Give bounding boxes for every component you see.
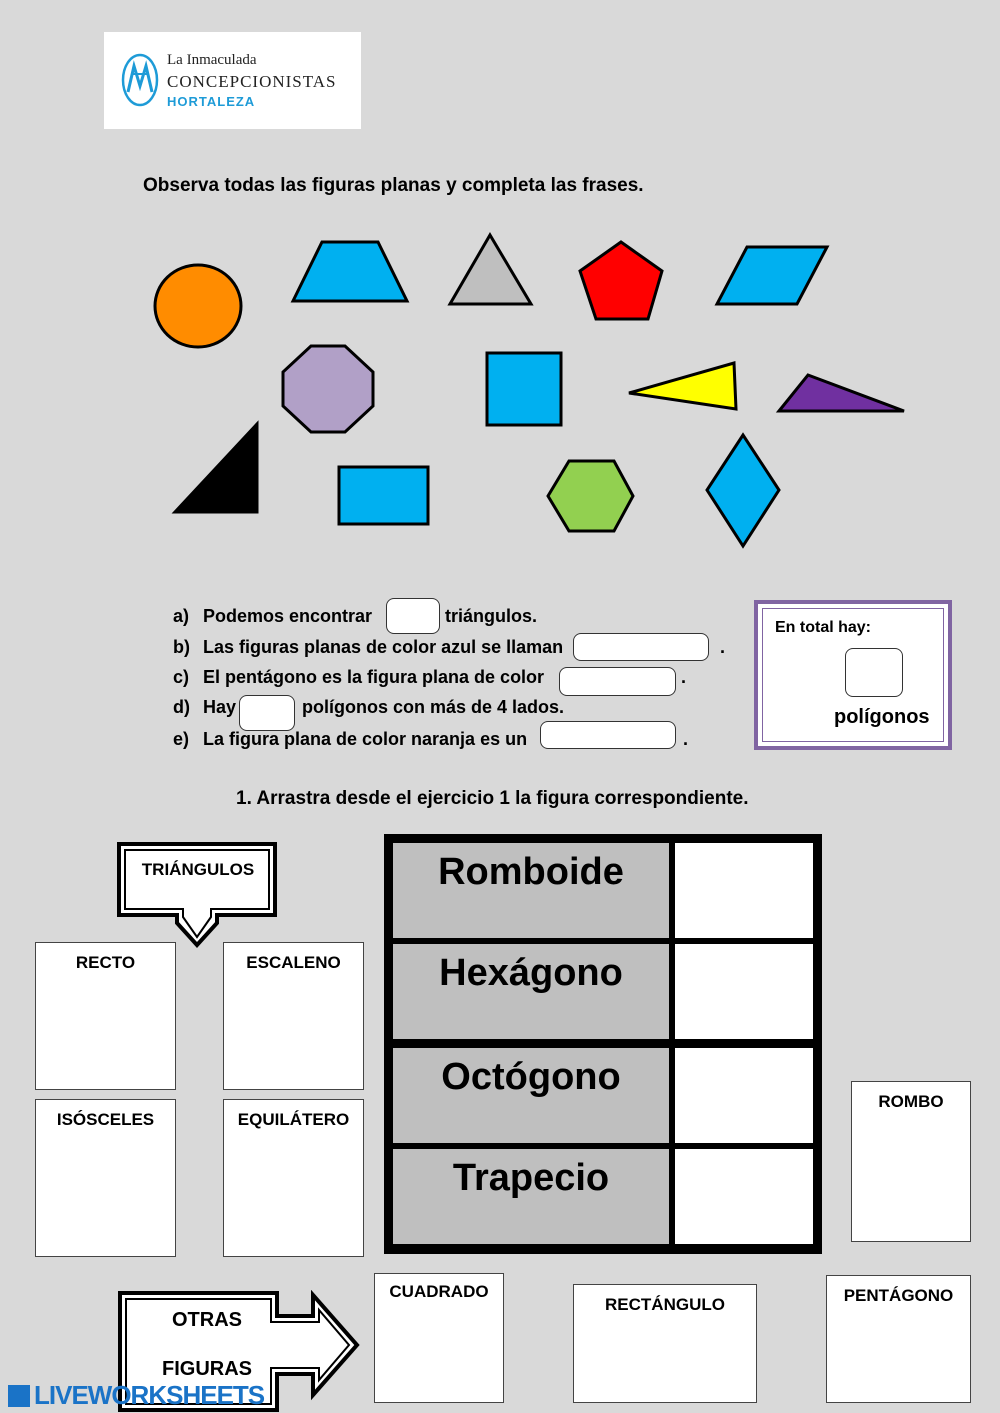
question-d-post: polígonos con más de 4 lados. [302,697,565,717]
figures-table [384,834,822,1254]
table-row-label: Hexágono [392,943,670,1040]
triangles-label: TRIÁNGULOS [141,860,255,879]
question-b-letter: b) [173,637,190,657]
question-a-pre: Podemos encontrar [203,606,373,626]
question-d-letter: d) [173,697,190,717]
table-row [392,943,814,1040]
question-b [173,637,563,658]
triangles-arrow-icon [117,842,279,948]
logo-line-3: HORTALEZA [167,94,256,109]
question-d [173,697,236,718]
question-c-post: . [681,667,687,687]
red-pentagon[interactable] [580,242,662,319]
other-figures-label-1: OTRAS [172,1309,242,1331]
blue-trapezoid[interactable] [293,242,407,301]
blue-rectangle[interactable] [339,467,428,524]
dropbox-recto-label: RECTO [75,953,136,972]
question-b-post: . [720,637,726,657]
table-row-label: Romboide [392,842,670,939]
shapes-area [0,0,1000,600]
orange-circle[interactable] [155,265,241,347]
instruction-text: Observa todas las figuras planas y completa las frases. [143,175,644,196]
table-row-label: Trapecio [392,1148,670,1245]
dropbox-cuadrado[interactable] [374,1273,504,1403]
dropbox-isosceles[interactable] [35,1099,176,1257]
gray-triangle[interactable] [450,235,531,304]
question-e-letter: e) [173,729,190,749]
question-a-letter: a) [173,606,190,626]
question-e [173,729,527,750]
table-row [392,1047,814,1144]
blue-rhombus[interactable] [707,435,779,546]
dropbox-escaleno[interactable] [223,942,364,1090]
dropbox-trapecio[interactable] [674,1148,814,1245]
question-a-post: triángulos. [445,606,538,626]
answer-b-input[interactable] [573,633,709,661]
blue-square[interactable] [487,353,561,425]
logo-line-2: CONCEPCIONISTAS [167,72,337,91]
dropbox-rectangulo[interactable] [573,1284,757,1403]
question-e-pre: La figura plana de color naranja es un [203,729,528,749]
dropbox-recto[interactable] [35,942,176,1090]
total-box [754,600,952,750]
logo-line-1: La Inmaculada [167,52,257,68]
dropbox-isosceles-label: ISÓSCELES [56,1110,155,1129]
liveworksheets-logo-icon [8,1385,30,1407]
exercise-heading: 1. Arrastra desde el ejercicio 1 la figura correspondiente. [236,788,749,809]
dropbox-rombo[interactable] [851,1081,971,1242]
question-e-post: . [683,729,689,749]
total-label: En total hay: [775,619,872,636]
total-unit: polígonos [834,706,930,728]
table-row [392,842,814,939]
dropbox-escaleno-label: ESCALENO [246,953,341,972]
question-a [173,606,372,627]
dropbox-pentagono[interactable] [826,1275,971,1403]
dropbox-romboide[interactable] [674,842,814,939]
answer-c-input[interactable] [559,667,676,696]
question-c-letter: c) [173,667,190,687]
other-figures-label-2: FIGURAS [162,1358,252,1380]
liveworksheets-watermark: LIVEWORKSHEETS [34,1380,265,1410]
table-row-label: Octógono [392,1047,670,1144]
purple-octagon[interactable] [283,346,373,432]
violet-triangle[interactable] [779,375,904,411]
dropbox-equilatero-label: EQUILÁTERO [237,1110,350,1129]
question-c-pre: El pentágono es la figura plana de color [203,667,545,687]
dropbox-rectangulo-label: RECTÁNGULO [605,1295,725,1314]
dropbox-octogono[interactable] [674,1047,814,1144]
table-row [392,1148,814,1245]
question-d-pre: Hay [203,697,237,717]
yellow-triangle[interactable] [629,363,736,409]
answer-a-input[interactable] [386,598,440,634]
dropbox-rombo-label: ROMBO [878,1092,944,1111]
black-triangle[interactable] [175,424,257,512]
dropbox-pentagono-label: PENTÁGONO [843,1286,954,1305]
dropbox-equilatero[interactable] [223,1099,364,1257]
green-hexagon[interactable] [548,461,633,531]
question-b-pre: Las figuras planas de color azul se llaman [203,637,564,657]
blue-rhomboid[interactable] [717,247,827,304]
total-input[interactable] [845,648,903,697]
question-c [173,667,544,688]
answer-d-input[interactable] [239,695,295,731]
dropbox-cuadrado-label: CUADRADO [389,1282,489,1301]
answer-e-input[interactable] [540,721,676,749]
dropbox-hexagono[interactable] [674,943,814,1040]
